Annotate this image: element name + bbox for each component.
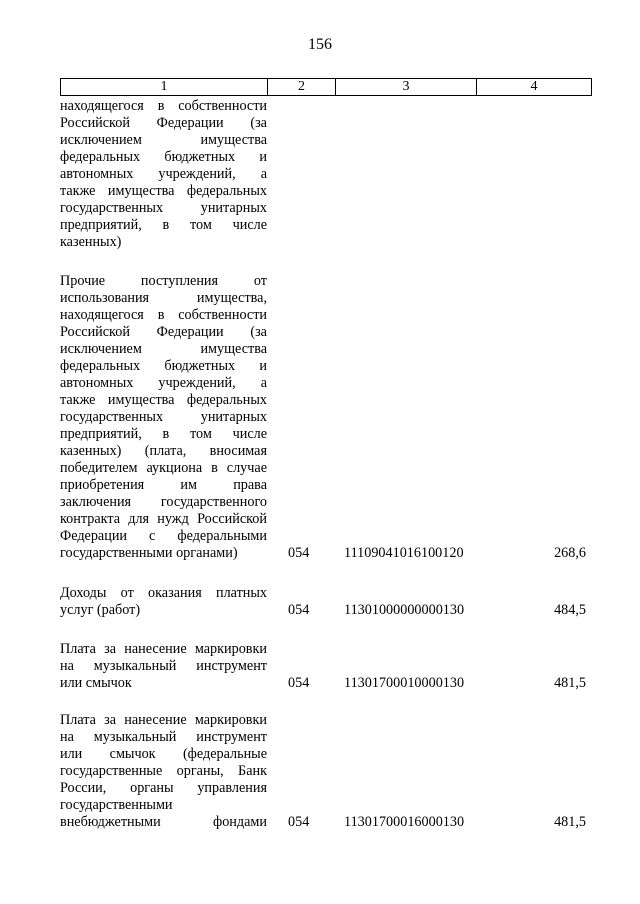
description-line: также имущества федеральных: [60, 392, 267, 408]
description-line: Федерации с федеральными: [60, 528, 267, 544]
description-line: государственных унитарных: [60, 409, 267, 425]
table-row: [60, 641, 590, 692]
description-line: Доходы от оказания платных: [60, 585, 267, 601]
column-header-1: 1: [61, 79, 268, 96]
description-line: находящегося в собственности: [60, 98, 267, 114]
description-line: Прочие поступления от: [60, 273, 267, 289]
page-number: 156: [308, 36, 332, 53]
description-line: на музыкальный инструмент: [60, 729, 267, 745]
description-line: или смычок (федеральные: [60, 746, 267, 762]
row-kbk: 11301000000000130: [344, 602, 465, 618]
description-line: автономных учреждений, а: [60, 375, 267, 391]
description-line: также имущества федеральных: [60, 183, 267, 199]
description-line: использования имущества,: [60, 290, 267, 306]
row-description: [60, 641, 267, 692]
description-line: услуг (работ): [60, 602, 141, 618]
description-line: государственные органы, Банк: [60, 763, 267, 779]
row-amount: 481,5: [554, 814, 586, 830]
description-line: предприятий, в том числе: [60, 217, 267, 233]
row-description: [60, 98, 267, 251]
column-header-2: 2: [268, 79, 336, 96]
row-code: 054: [288, 675, 310, 691]
table-row: [60, 98, 590, 251]
description-line: заключения государственного: [60, 494, 267, 510]
row-amount: 268,6: [554, 545, 586, 561]
description-line: исключением имущества: [60, 132, 267, 148]
column-header-table: [60, 78, 592, 96]
row-description: [60, 712, 267, 831]
row-kbk: 11301700016000130: [344, 814, 465, 830]
description-line: или смычок: [60, 675, 132, 691]
table-row: [60, 585, 590, 619]
description-line: России, органы управления: [60, 780, 267, 796]
description-line: федеральных бюджетных и: [60, 149, 267, 165]
description-line: автономных учреждений, а: [60, 166, 267, 182]
description-line: Плата за нанесение маркировки: [60, 641, 267, 657]
description-line: контракта для нужд Российской: [60, 511, 267, 527]
row-kbk: 11301700010000130: [344, 675, 465, 691]
description-line: казенных) (плата, вносимая: [60, 443, 267, 459]
description-line: внебюджетными фондами: [60, 814, 267, 830]
row-description: [60, 585, 267, 619]
description-line: победителем аукциона в случае: [60, 460, 267, 476]
column-header-3: 3: [336, 79, 477, 96]
table-row: [60, 273, 590, 562]
row-amount: 481,5: [554, 675, 586, 691]
description-line: предприятий, в том числе: [60, 426, 267, 442]
row-code: 054: [288, 545, 310, 561]
description-line: казенных): [60, 234, 122, 250]
description-line: федеральных бюджетных и: [60, 358, 267, 374]
row-amount: 484,5: [554, 602, 586, 618]
table-row: [60, 712, 590, 831]
description-line: Плата за нанесение маркировки: [60, 712, 267, 728]
description-line: исключением имущества: [60, 341, 267, 357]
description-line: государственных унитарных: [60, 200, 267, 216]
description-line: находящегося в собственности: [60, 307, 267, 323]
description-line: государственными: [60, 797, 173, 813]
row-code: 054: [288, 814, 310, 830]
row-description: [60, 273, 267, 562]
description-line: Российской Федерации (за: [60, 324, 267, 340]
description-line: на музыкальный инструмент: [60, 658, 267, 674]
description-line: государственными органами): [60, 545, 238, 561]
row-kbk: 11109041016100120: [344, 545, 464, 561]
description-line: Российской Федерации (за: [60, 115, 267, 131]
description-line: приобретения им права: [60, 477, 267, 493]
column-header-4: 4: [477, 79, 592, 96]
row-code: 054: [288, 602, 310, 618]
